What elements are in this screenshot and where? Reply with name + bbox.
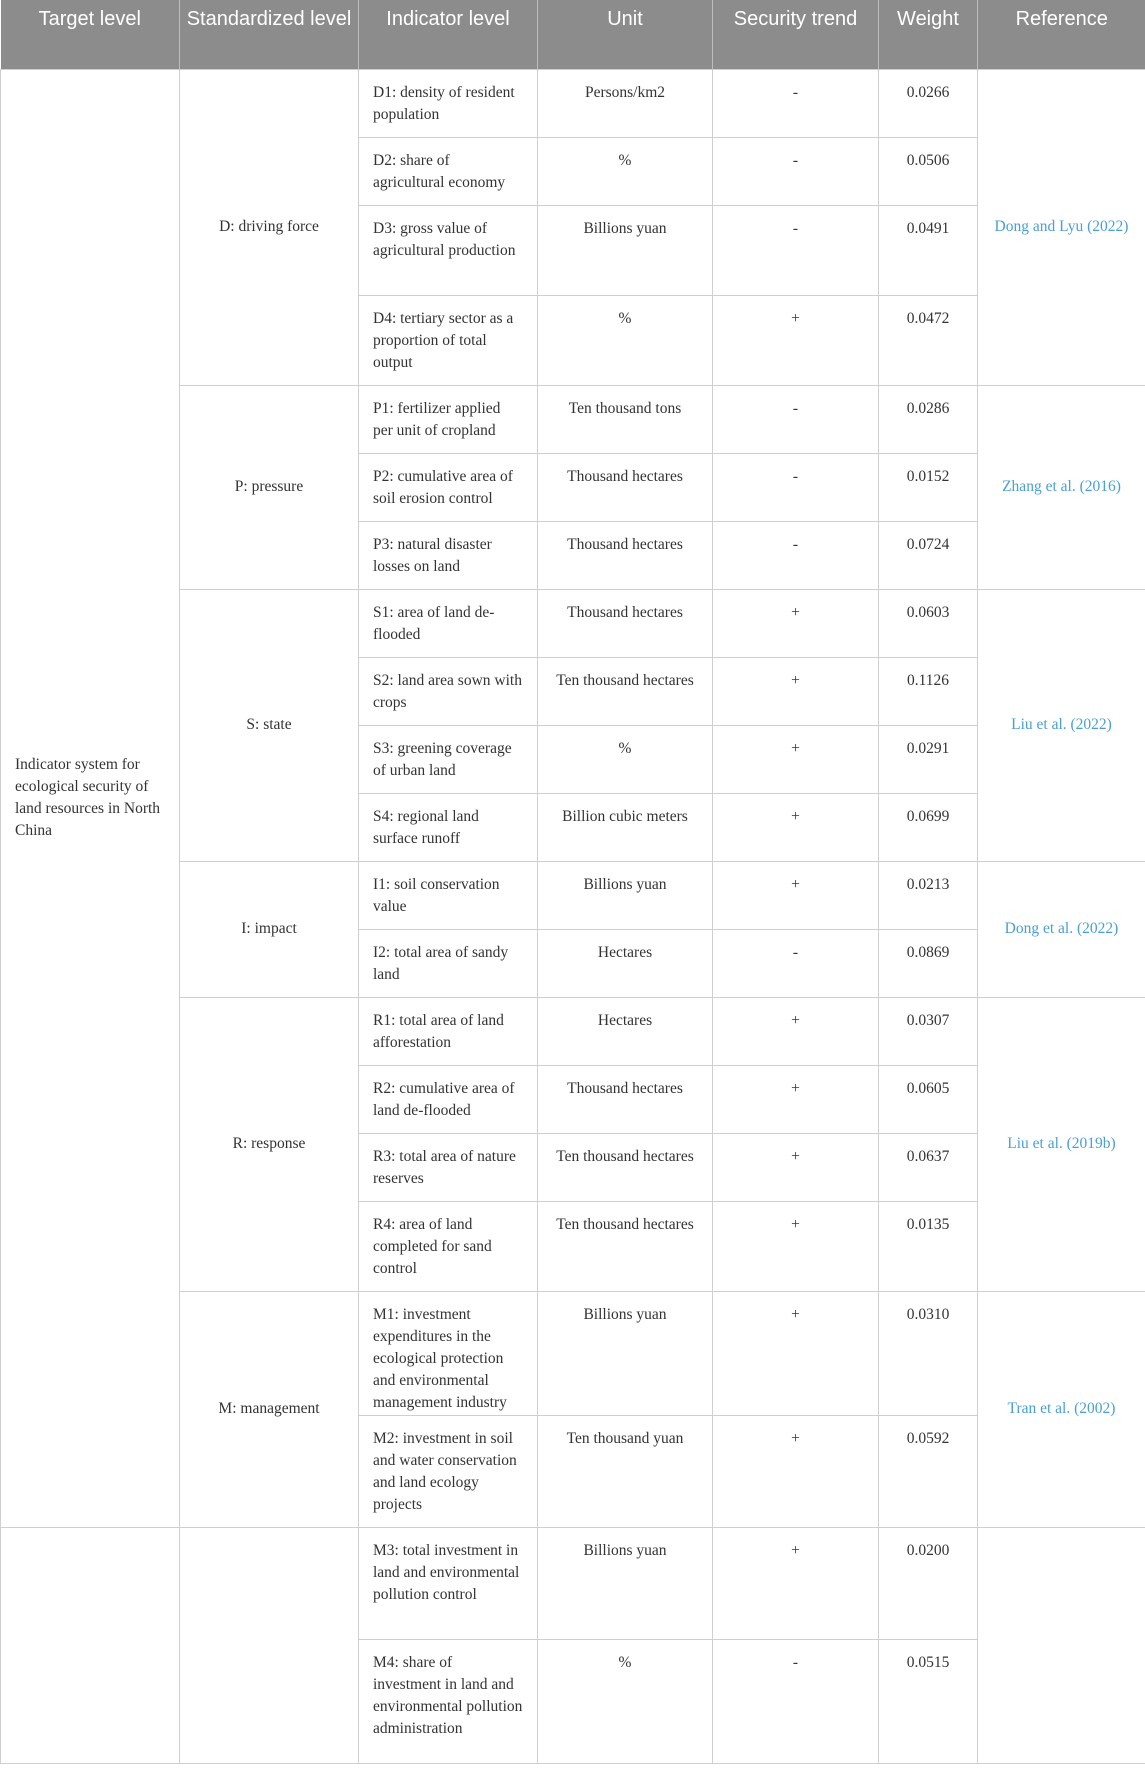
- reference-link[interactable]: Dong et al. (2022): [978, 861, 1145, 997]
- header-weight: Weight: [879, 0, 978, 69]
- trend-cell: +: [713, 1201, 879, 1291]
- weight-cell: 0.1126: [879, 657, 978, 725]
- unit-cell: Thousand hectares: [538, 589, 713, 657]
- weight-cell: 0.0152: [879, 453, 978, 521]
- target-level-cell: Indicator system for ecological security of land resources in North China: [1, 69, 180, 1527]
- weight-cell: 0.0307: [879, 997, 978, 1065]
- weight-cell: 0.0869: [879, 929, 978, 997]
- trend-cell: +: [713, 793, 879, 861]
- weight-cell: 0.0266: [879, 69, 978, 137]
- standardized-level-cell: P: pressure: [180, 385, 359, 589]
- standardized-level-cell: S: state: [180, 589, 359, 861]
- indicator-cell: P3: natural disaster losses on land: [359, 521, 538, 589]
- standardized-level-cell: R: response: [180, 997, 359, 1291]
- header-row: [1, 0, 1145, 69]
- indicator-cell: R1: total area of land afforestation: [359, 997, 538, 1065]
- weight-cell: 0.0605: [879, 1065, 978, 1133]
- trend-cell: +: [713, 861, 879, 929]
- header-indicator-level: Indicator level: [359, 0, 538, 69]
- indicator-cell: D4: tertiary sector as a proportion of total output: [359, 295, 538, 385]
- trend-cell: +: [713, 725, 879, 793]
- reference-link[interactable]: Dong and Lyu (2022): [978, 69, 1145, 385]
- trend-cell: +: [713, 1415, 879, 1527]
- trend-cell: +: [713, 1527, 879, 1639]
- standardized-level-cell: D: driving force: [180, 69, 359, 385]
- indicator-cell: S4: regional land surface runoff: [359, 793, 538, 861]
- weight-cell: 0.0592: [879, 1415, 978, 1527]
- header-unit: Unit: [538, 0, 713, 69]
- trend-cell: -: [713, 137, 879, 205]
- unit-cell: Thousand hectares: [538, 1065, 713, 1133]
- weight-cell: 0.0472: [879, 295, 978, 385]
- unit-cell: Hectares: [538, 997, 713, 1065]
- unit-cell: Billions yuan: [538, 1291, 713, 1415]
- weight-cell: 0.0213: [879, 861, 978, 929]
- unit-cell: Thousand hectares: [538, 521, 713, 589]
- trend-cell: +: [713, 295, 879, 385]
- unit-cell: %: [538, 137, 713, 205]
- trend-cell: -: [713, 453, 879, 521]
- table-row: [1, 1527, 1145, 1639]
- trend-cell: +: [713, 1133, 879, 1201]
- trend-cell: +: [713, 1065, 879, 1133]
- unit-cell: Billion cubic meters: [538, 793, 713, 861]
- table-row: [1, 69, 1145, 137]
- trend-cell: +: [713, 657, 879, 725]
- unit-cell: Billions yuan: [538, 205, 713, 295]
- reference-link[interactable]: Tran et al. (2002): [978, 1291, 1145, 1527]
- trend-cell: -: [713, 521, 879, 589]
- trend-cell: -: [713, 1639, 879, 1763]
- unit-cell: Ten thousand hectares: [538, 1201, 713, 1291]
- unit-cell: Thousand hectares: [538, 453, 713, 521]
- empty-reference-cell: [978, 1527, 1145, 1763]
- indicator-cell: R2: cumulative area of land de-flooded: [359, 1065, 538, 1133]
- unit-cell: Hectares: [538, 929, 713, 997]
- weight-cell: 0.0291: [879, 725, 978, 793]
- reference-link[interactable]: Zhang et al. (2016): [978, 385, 1145, 589]
- weight-cell: 0.0637: [879, 1133, 978, 1201]
- weight-cell: 0.0135: [879, 1201, 978, 1291]
- weight-cell: 0.0286: [879, 385, 978, 453]
- weight-cell: 0.0200: [879, 1527, 978, 1639]
- indicator-cell: R3: total area of nature reserves: [359, 1133, 538, 1201]
- unit-cell: Persons/km2: [538, 69, 713, 137]
- reference-link[interactable]: Liu et al. (2019b): [978, 997, 1145, 1291]
- unit-cell: Billions yuan: [538, 1527, 713, 1639]
- empty-target-cell: [1, 1527, 180, 1763]
- indicator-cell: R4: area of land completed for sand control: [359, 1201, 538, 1291]
- weight-cell: 0.0506: [879, 137, 978, 205]
- trend-cell: +: [713, 1291, 879, 1415]
- weight-cell: 0.0699: [879, 793, 978, 861]
- header-target-level: Target level: [1, 0, 180, 69]
- trend-cell: +: [713, 589, 879, 657]
- trend-cell: -: [713, 205, 879, 295]
- indicator-cell: S1: area of land de-flooded: [359, 589, 538, 657]
- header-security-trend: Security trend: [713, 0, 879, 69]
- trend-cell: -: [713, 69, 879, 137]
- unit-cell: %: [538, 725, 713, 793]
- indicator-cell: S3: greening coverage of urban land: [359, 725, 538, 793]
- indicator-cell: D3: gross value of agricultural production: [359, 205, 538, 295]
- standardized-level-cell: M: management: [180, 1291, 359, 1527]
- weight-cell: 0.0724: [879, 521, 978, 589]
- indicator-cell: P2: cumulative area of soil erosion control: [359, 453, 538, 521]
- indicator-cell: M1: investment expenditures in the ecological protection and environmental management industry: [359, 1291, 538, 1415]
- header-standardized-level: Standardized level: [180, 0, 359, 69]
- trend-cell: -: [713, 929, 879, 997]
- header-reference: Reference: [978, 0, 1145, 69]
- indicator-cell: D2: share of agricultural economy: [359, 137, 538, 205]
- indicator-cell: M4: share of investment in land and environmental pollution administration: [359, 1639, 538, 1763]
- trend-cell: +: [713, 997, 879, 1065]
- indicator-cell: M3: total investment in land and environmental pollution control: [359, 1527, 538, 1639]
- unit-cell: Ten thousand yuan: [538, 1415, 713, 1527]
- empty-standardized-cell: [180, 1527, 359, 1763]
- weight-cell: 0.0603: [879, 589, 978, 657]
- reference-link[interactable]: Liu et al. (2022): [978, 589, 1145, 861]
- weight-cell: 0.0515: [879, 1639, 978, 1763]
- indicator-cell: D1: density of resident population: [359, 69, 538, 137]
- unit-cell: Ten thousand hectares: [538, 1133, 713, 1201]
- unit-cell: %: [538, 295, 713, 385]
- unit-cell: Ten thousand tons: [538, 385, 713, 453]
- indicator-cell: I2: total area of sandy land: [359, 929, 538, 997]
- weight-cell: 0.0491: [879, 205, 978, 295]
- unit-cell: %: [538, 1639, 713, 1763]
- indicator-cell: S2: land area sown with crops: [359, 657, 538, 725]
- indicator-cell: P1: fertilizer applied per unit of cropland: [359, 385, 538, 453]
- indicator-cell: M2: investment in soil and water conservation and land ecology projects: [359, 1415, 538, 1527]
- unit-cell: Billions yuan: [538, 861, 713, 929]
- trend-cell: -: [713, 385, 879, 453]
- indicator-cell: I1: soil conservation value: [359, 861, 538, 929]
- weight-cell: 0.0310: [879, 1291, 978, 1415]
- standardized-level-cell: I: impact: [180, 861, 359, 997]
- unit-cell: Ten thousand hectares: [538, 657, 713, 725]
